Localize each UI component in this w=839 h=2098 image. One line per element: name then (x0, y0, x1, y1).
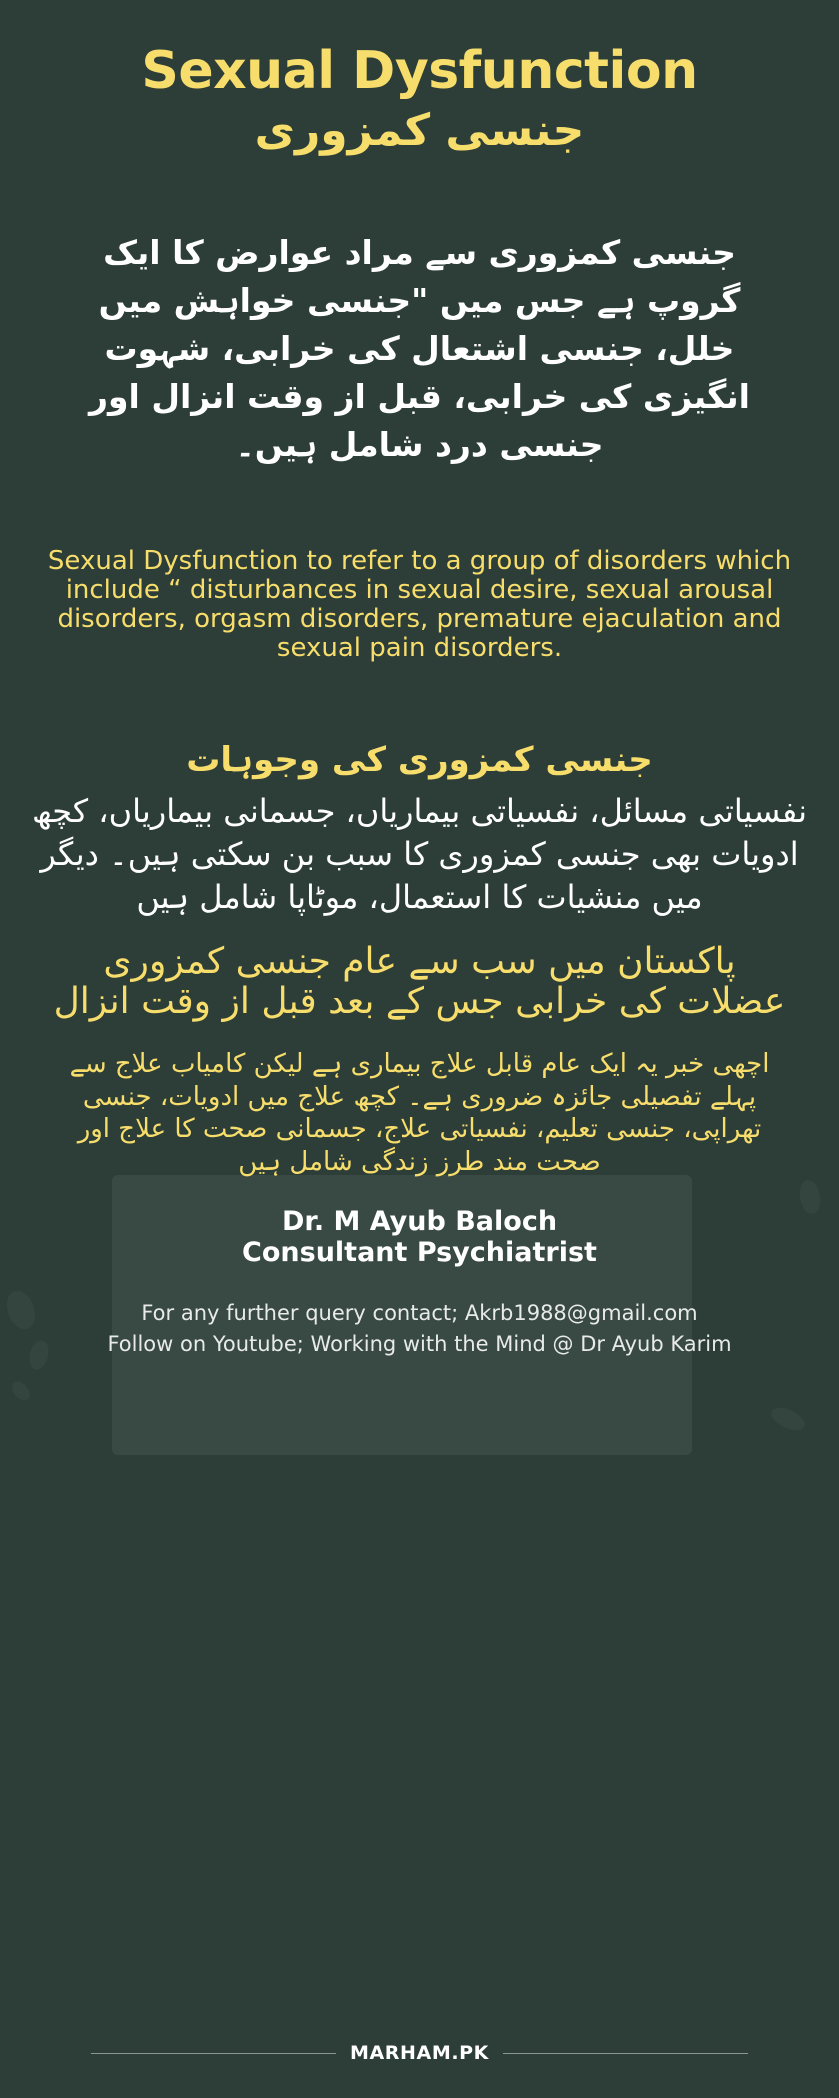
definition-paragraph-english: Sexual Dysfunction to refer to a group of disorders which include “ disturbances in sexual desire, sexual arousal disorders, orgasm disorders, premature ejaculation and sexual pain disorders. (47, 545, 792, 663)
common-cause-paragraph-urdu: پاکستان میں سب سے عام جنسی کمزوری عضلات کی خرابی جس کے بعد قبل از وقت انزال (53, 940, 786, 1022)
causes-paragraph-urdu: نفسیاتی مسائل، نفسیاتی بیماریاں، جسمانی بیماریاں، کچھ ادویات بھی جنسی کمزوری کا سبب بن سکتی ہیں۔ دیگر میں منشیات کا استعمال، موٹاپا شامل ہیں (32, 792, 807, 917)
brand-name: MARHAM.PK (349, 2042, 490, 2064)
intro-paragraph-urdu: جنسی کمزوری سے مراد عوارض کا ایک گروپ ہے جس میں "جنسی خواہش میں خلل، جنسی اشتعال کی خرابی، شہوت انگیزی کی خرابی، قبل از وقت انزال اور جنسی درد شامل ہیں۔ (89, 233, 750, 464)
texture-blob-icon (9, 1378, 34, 1404)
brand-footer (0, 2042, 839, 2064)
texture-blob-icon (768, 1403, 808, 1435)
treatment-panel (112, 1175, 692, 1455)
divider-left (91, 2053, 336, 2054)
page-title-urdu: جنسی کمزوری (254, 104, 585, 156)
doctor-name: Dr. M Ayub Baloch (281, 1206, 558, 1238)
doctor-role: Consultant Psychiatrist (242, 1237, 597, 1269)
treatment-paragraph-urdu: اچھی خبر یہ ایک عام قابل علاج بیماری ہے لیکن کامیاب علاج سے پہلے تفصیلی جائزہ ضروری ہے۔ کچھ علاج میں ادویات، جنسی تھراپی، جنسی تعلیم، نفسیاتی علاج، جسمانی صحت کا علاج اور صحت مند طرز زندگی شامل ہیں (69, 1049, 770, 1177)
contact-email-line: For any further query contact; Akrb1988@gmail.com (141, 1301, 698, 1326)
divider-right (503, 2053, 748, 2054)
page-title-english: Sexual Dysfunction (141, 41, 698, 101)
causes-heading-urdu: جنسی کمزوری کی وجوہات (186, 740, 653, 781)
contact-youtube-line: Follow on Youtube; Working with the Mind @ Dr Ayub Karim (107, 1331, 732, 1356)
title-block (0, 0, 839, 157)
